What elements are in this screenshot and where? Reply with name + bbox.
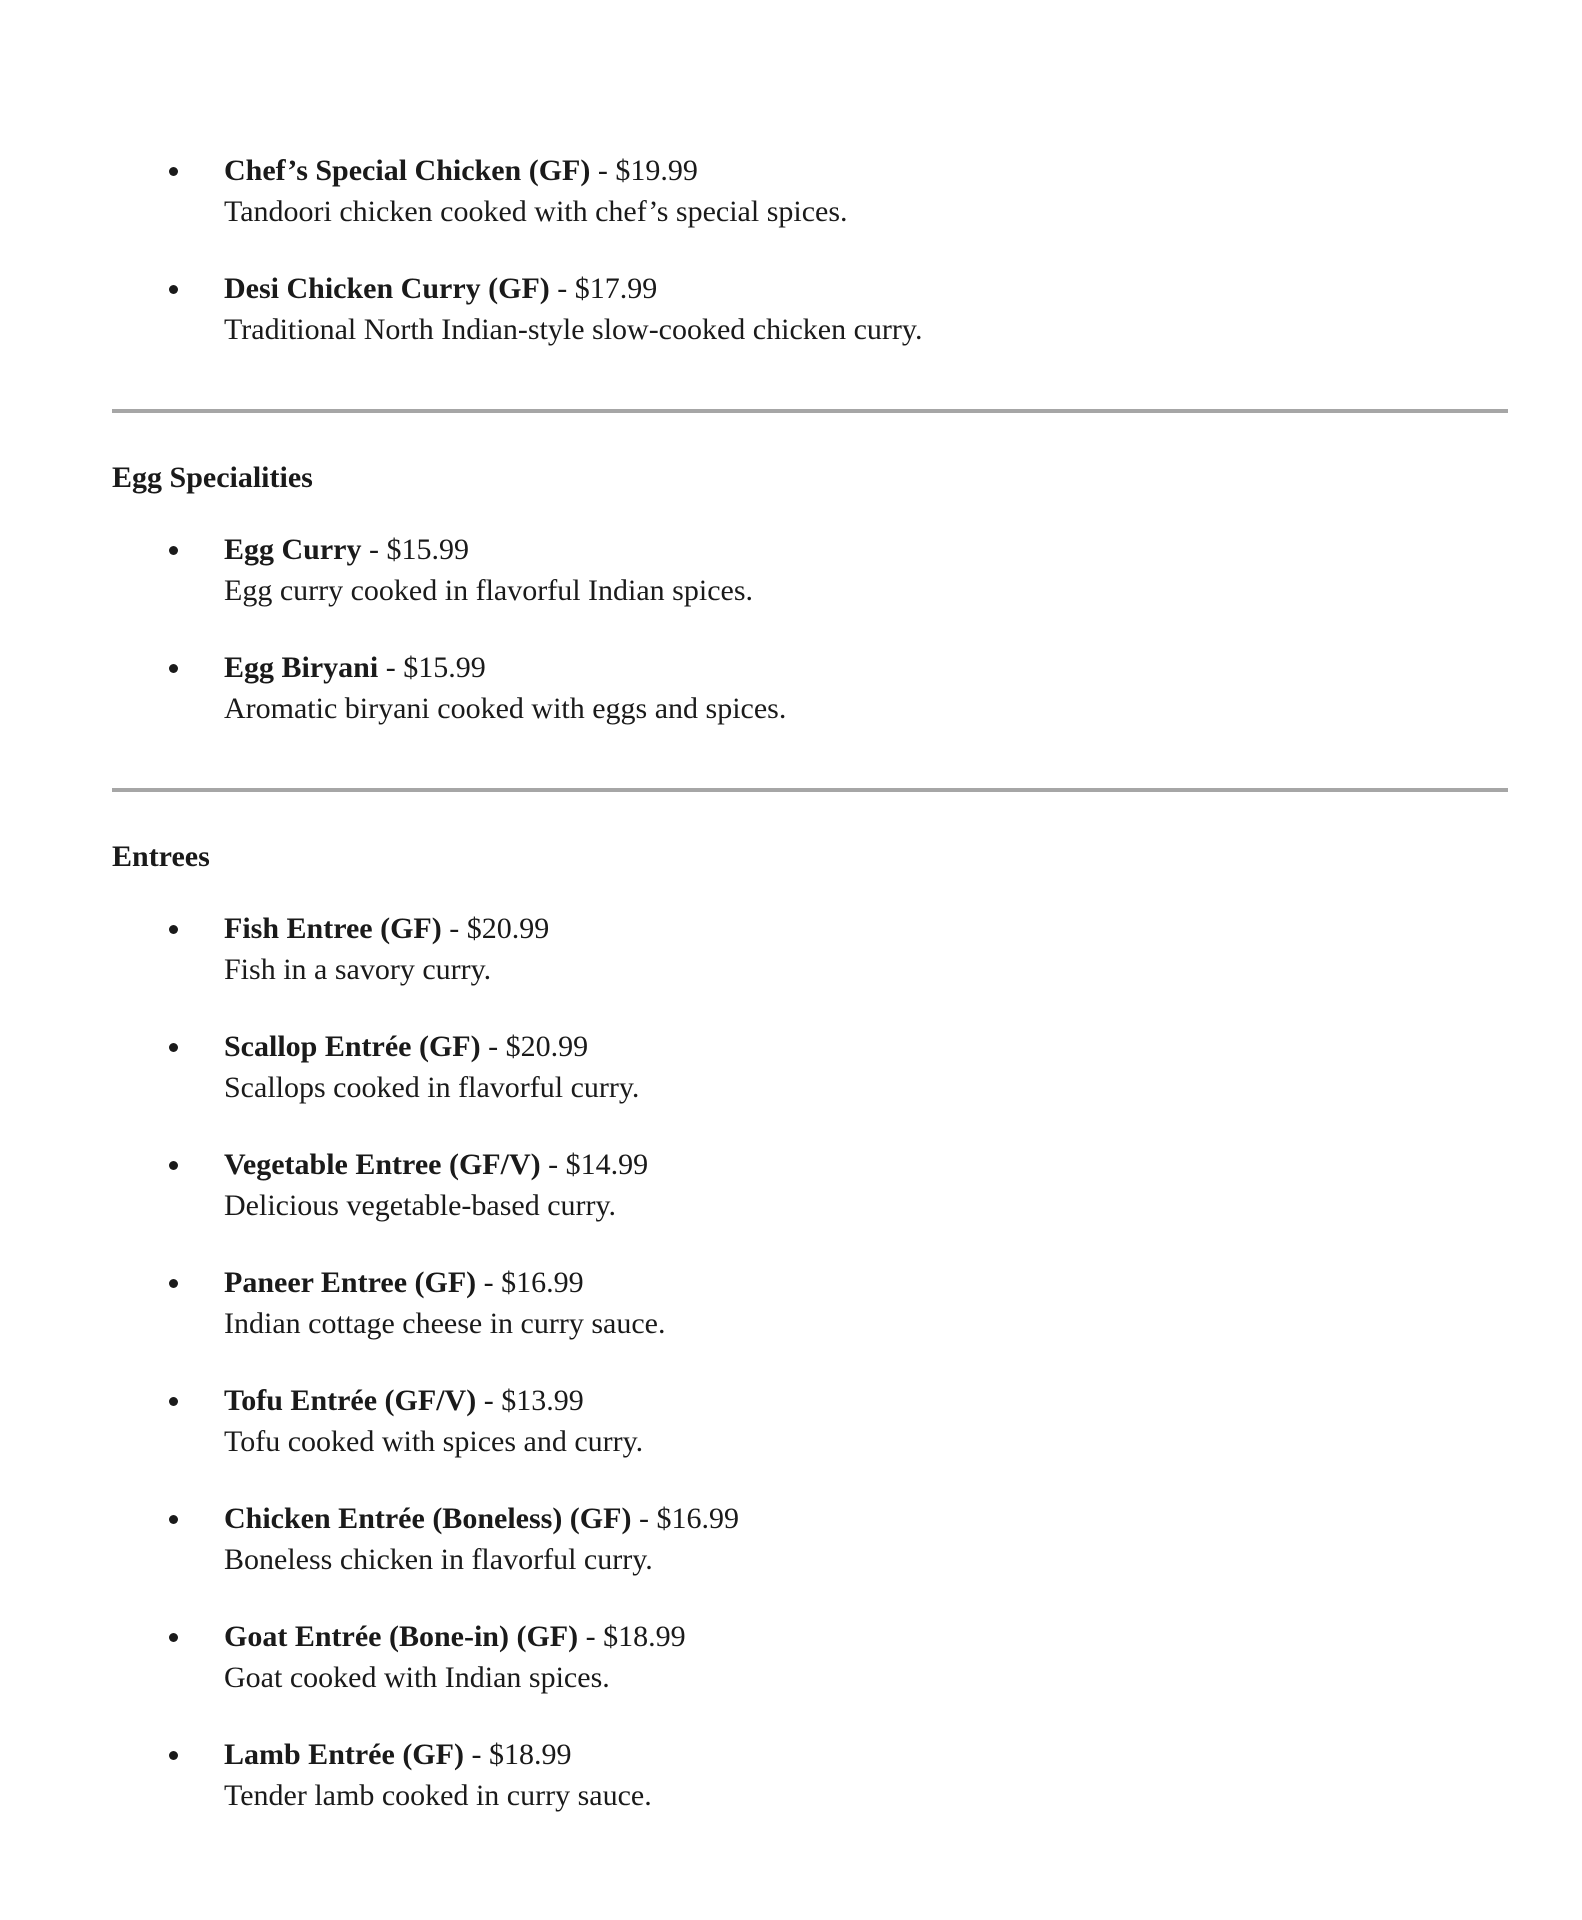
item-name: Scallop Entrée (GF) bbox=[224, 1030, 481, 1063]
item-price: - $18.99 bbox=[463, 1738, 572, 1771]
item-name: Vegetable Entree (GF/V) bbox=[224, 1148, 541, 1181]
bullet-icon bbox=[169, 664, 178, 673]
chicken-items-list bbox=[112, 150, 1508, 350]
item-price: - $20.99 bbox=[480, 1030, 589, 1063]
menu-item bbox=[112, 908, 1508, 990]
item-description: Fish in a savory curry. bbox=[224, 953, 492, 986]
bullet-icon bbox=[169, 285, 178, 294]
bullet-icon bbox=[169, 546, 178, 555]
bullet-icon bbox=[169, 1397, 178, 1406]
bullet-icon bbox=[169, 1515, 178, 1524]
item-price: - $16.99 bbox=[476, 1266, 584, 1299]
item-name: Goat Entrée (Bone-in) (GF) bbox=[224, 1620, 579, 1653]
item-description: Traditional North Indian-style slow-cooked chicken curry. bbox=[224, 313, 923, 346]
bullet-icon bbox=[169, 1633, 178, 1642]
section-divider bbox=[112, 788, 1508, 792]
item-description: Delicious vegetable-based curry. bbox=[224, 1189, 617, 1222]
item-description: Tofu cooked with spices and curry. bbox=[224, 1425, 644, 1458]
item-price: - $17.99 bbox=[549, 272, 658, 305]
bullet-icon bbox=[169, 1161, 178, 1170]
item-price: - $13.99 bbox=[476, 1384, 584, 1417]
item-price: - $14.99 bbox=[540, 1148, 649, 1181]
bullet-icon bbox=[169, 1279, 178, 1288]
menu-item bbox=[112, 150, 1508, 232]
item-description: Indian cottage cheese in curry sauce. bbox=[224, 1307, 666, 1340]
item-name: Chef’s Special Chicken (GF) bbox=[224, 154, 591, 187]
entree-items-list bbox=[112, 908, 1508, 1816]
item-name: Egg Curry bbox=[224, 533, 362, 566]
item-price: - $19.99 bbox=[590, 154, 698, 187]
menu-item bbox=[112, 268, 1508, 350]
item-price: - $15.99 bbox=[361, 533, 469, 566]
bullet-icon bbox=[169, 1043, 178, 1052]
item-name: Tofu Entrée (GF/V) bbox=[224, 1384, 477, 1417]
section-heading-egg-specialities: Egg Specialities bbox=[112, 461, 313, 494]
item-name: Lamb Entrée (GF) bbox=[224, 1738, 464, 1771]
item-description: Goat cooked with Indian spices. bbox=[224, 1661, 610, 1694]
item-name: Egg Biryani bbox=[224, 651, 379, 684]
menu-item bbox=[112, 1734, 1508, 1816]
section-heading-entrees: Entrees bbox=[112, 840, 210, 873]
item-description: Tender lamb cooked in curry sauce. bbox=[224, 1779, 652, 1812]
menu-page bbox=[112, 150, 1508, 1816]
egg-items-list bbox=[112, 529, 1508, 729]
item-description: Egg curry cooked in flavorful Indian spices. bbox=[224, 574, 753, 607]
item-price: - $20.99 bbox=[441, 912, 550, 945]
bullet-icon bbox=[169, 925, 178, 934]
item-description: Aromatic biryani cooked with eggs and spices. bbox=[224, 692, 787, 725]
item-description: Scallops cooked in flavorful curry. bbox=[224, 1071, 640, 1104]
item-price: - $18.99 bbox=[578, 1620, 686, 1653]
menu-item bbox=[112, 1616, 1508, 1698]
item-price: - $15.99 bbox=[378, 651, 486, 684]
menu-item bbox=[112, 1026, 1508, 1108]
item-name: Paneer Entree (GF) bbox=[224, 1266, 477, 1299]
bullet-icon bbox=[169, 167, 178, 176]
menu-item bbox=[112, 1144, 1508, 1226]
item-description: Boneless chicken in flavorful curry. bbox=[224, 1543, 653, 1576]
menu-item bbox=[112, 529, 1508, 611]
menu-item bbox=[112, 1380, 1508, 1462]
menu-item bbox=[112, 1262, 1508, 1344]
menu-item bbox=[112, 1498, 1508, 1580]
item-name: Chicken Entrée (Boneless) (GF) bbox=[224, 1502, 632, 1535]
item-name: Fish Entree (GF) bbox=[224, 912, 442, 945]
menu-item bbox=[112, 647, 1508, 729]
section-divider bbox=[112, 409, 1508, 413]
bullet-icon bbox=[169, 1751, 178, 1760]
item-price: - $16.99 bbox=[631, 1502, 739, 1535]
item-description: Tandoori chicken cooked with chef’s special spices. bbox=[224, 195, 848, 228]
item-name: Desi Chicken Curry (GF) bbox=[224, 272, 550, 305]
